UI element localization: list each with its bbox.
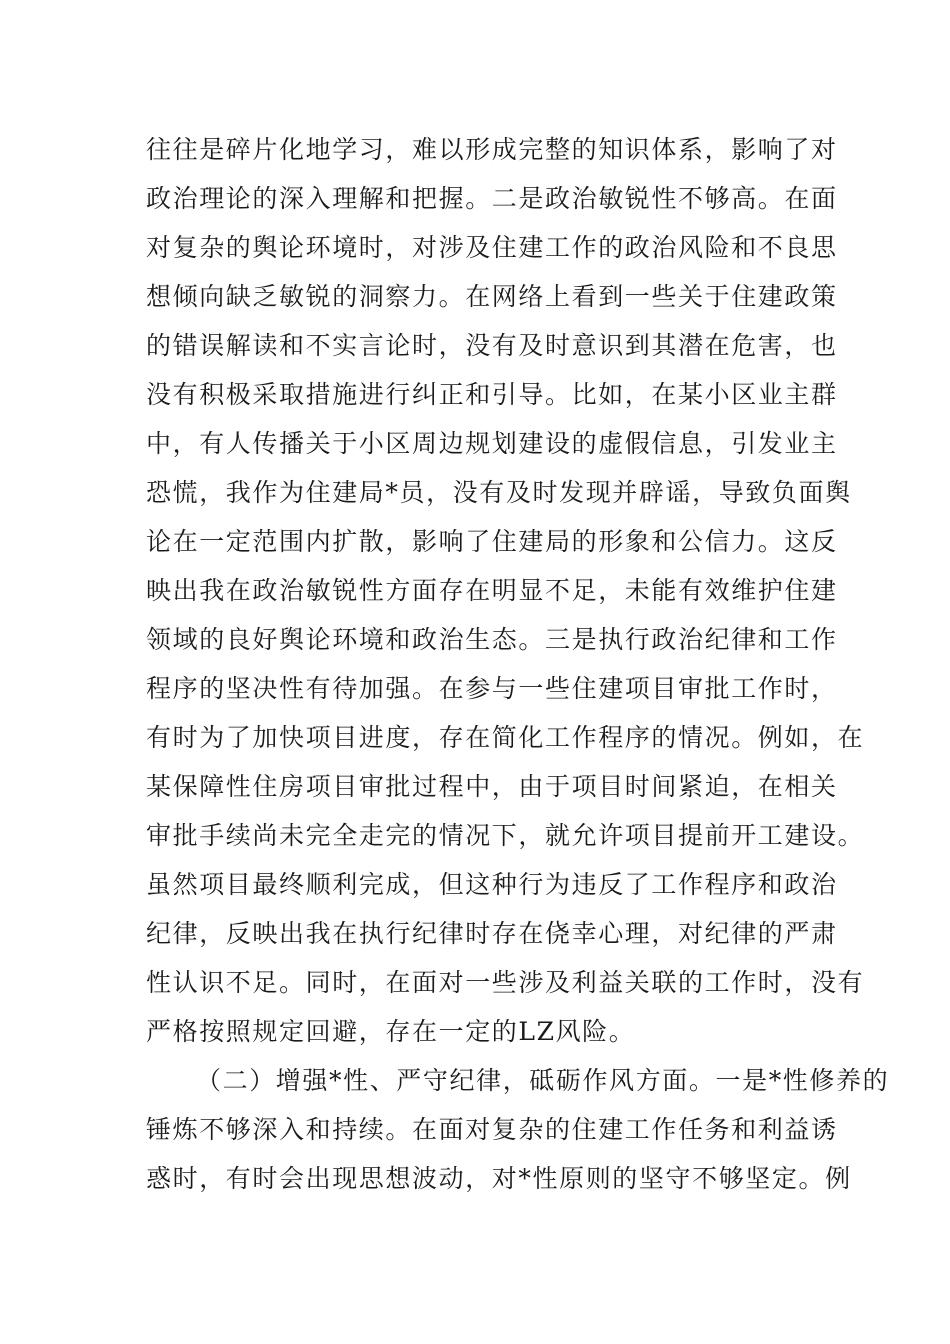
text-line: 虽然项目最终顺利完成，但这种行为违反了工作程序和政治 (146, 870, 838, 899)
text-line: 审批手续尚未完全走完的情况下，就允许项目提前开工建设。 (146, 821, 865, 850)
text-line: 严格按照规定回避，存在一定的LZ风险。 (146, 1017, 636, 1046)
text-line: 领域的良好舆论环境和政治生态。三是执行政治纪律和工作 (146, 625, 838, 654)
text-line: 想倾向缺乏敏锐的洞察力。在网络上看到一些关于住建政策 (146, 282, 838, 311)
text-line: 有时为了加快项目进度，存在简化工作程序的情况。例如，在 (146, 723, 865, 752)
text-line: 的错误解读和不实言论时，没有及时意识到其潜在危害，也 (146, 331, 838, 360)
text-line: 中，有人传播关于小区周边规划建设的虚假信息，引发业主 (146, 429, 838, 458)
text-line: 政治理论的深入理解和把握。二是政治敏锐性不够高。在面 (146, 184, 838, 213)
text-line: 纪律，反映出我在执行纪律时存在侥幸心理，对纪律的严肃 (146, 919, 838, 948)
text-line: 论在一定范围内扩散，影响了住建局的形象和公信力。这反 (146, 527, 838, 556)
text-line: 映出我在政治敏锐性方面存在明显不足，未能有效维护住建 (146, 576, 838, 605)
text-line: 对复杂的舆论环境时，对涉及住建工作的政治风险和不良思 (146, 233, 838, 262)
text-line: 惑时，有时会出现思想波动，对*性原则的坚守不够坚定。例 (146, 1164, 852, 1193)
text-line: 没有积极采取措施进行纠正和引导。比如，在某小区业主群 (146, 380, 838, 409)
text-line: 性认识不足。同时，在面对一些涉及利益关联的工作时，没有 (146, 968, 865, 997)
text-line: 往往是碎片化地学习，难以形成完整的知识体系，影响了对 (146, 135, 838, 164)
text-line: 恐慌，我作为住建局*员，没有及时发现并辟谣，导致负面舆 (146, 478, 852, 507)
text-line: 某保障性住房项目审批过程中，由于项目时间紧迫，在相关 (146, 772, 838, 801)
text-line: 锤炼不够深入和持续。在面对复杂的住建工作任务和利益诱 (146, 1115, 838, 1144)
section-heading-line: （二）增强*性、严守纪律，砥砺作风方面。一是*性修养的 (196, 1066, 890, 1095)
text-line: 程序的坚决性有待加强。在参与一些住建项目审批工作时， (146, 674, 838, 703)
